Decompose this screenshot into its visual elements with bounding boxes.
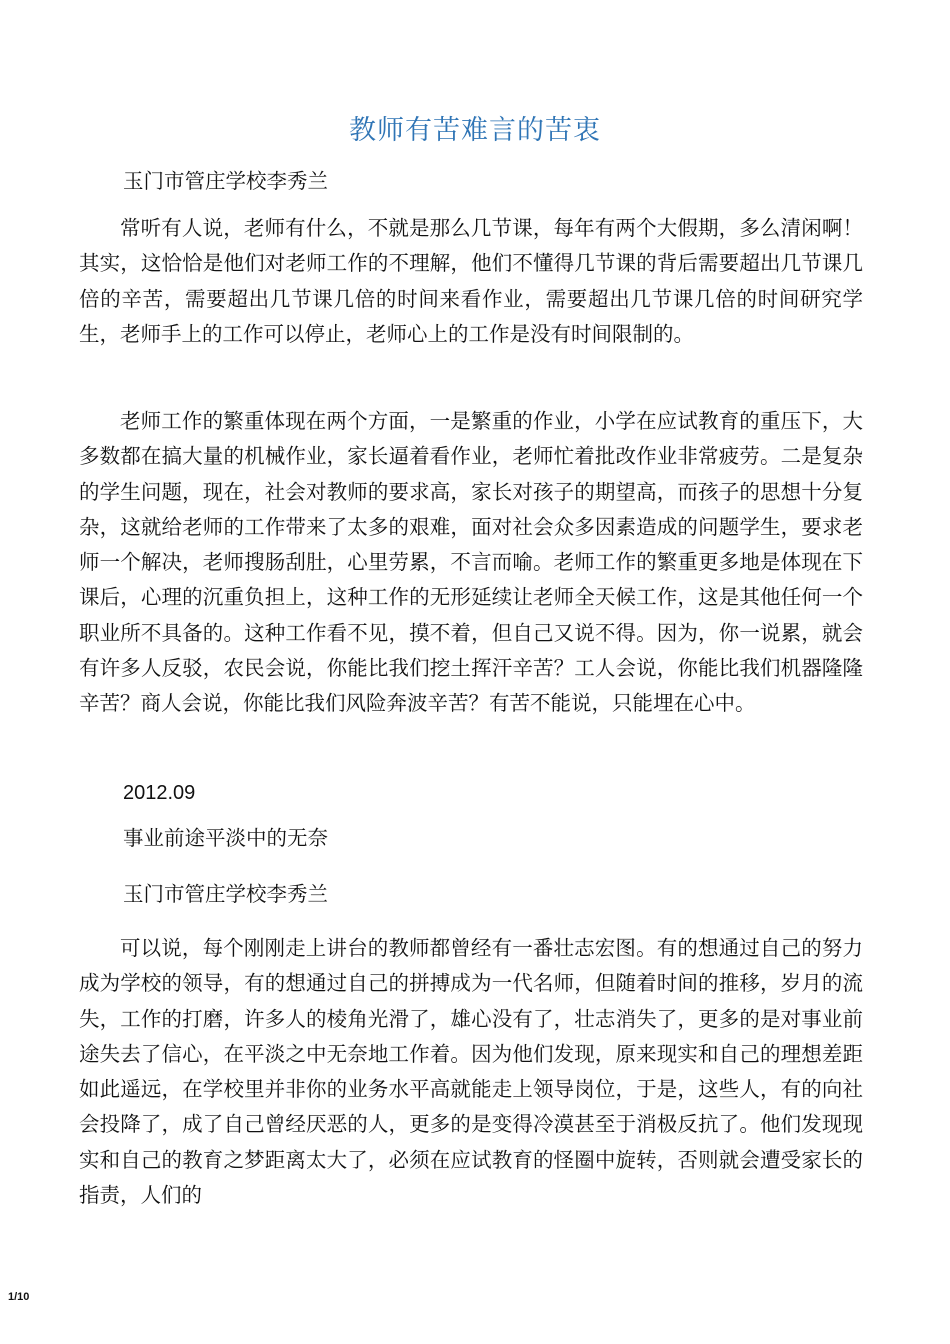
document-title: 教师有苦难言的苦衷 <box>349 115 601 146</box>
paragraph: 常听有人说，老师有什么，不就是那么几节课，每年有两个大假期，多么清闲啊！其实，这恰恰是他们对老师工作的不理解，他们不懂得几节课的背后需要超出几节课几倍的辛苦，需要超出几节课几倍的时间来看作业，需要超出几节课几倍的时间研究学生，老师手上的工作可以停止，老师心上的工作是没有时间限制的。 <box>79 216 863 346</box>
author-line: 玉门市管庄学校李秀兰 <box>123 169 328 193</box>
date-line: 2012.09 <box>123 782 196 804</box>
page-number: 1/10 <box>8 1291 30 1303</box>
author-line: 玉门市管庄学校李秀兰 <box>123 882 328 906</box>
paragraph: 老师工作的繁重体现在两个方面，一是繁重的作业，小学在应试教育的重压下，大多数都在搞大量的机械作业，家长逼着看作业，老师忙着批改作业非常疲劳。二是复杂的学生问题，现在，社会对教师的要求高，家长对孩子的期望高，而孩子的思想十分复杂，这就给老师的工作带来了太多的艰难，面对社会众多因素造成的问题学生，要求老师一个解决，老师搜肠刮肚，心里劳累，不言而喻。老师工作的繁重更多地是体现在下课后，心理的沉重负担上，这种工作的无形延续让老师全天候工作，这是其他任何一个职业所不具备的。这种工作看不见，摸不着，但自己又说不得。因为，你一说累，就会有许多人反驳，农民会说，你能比我们挖土挥汗辛苦？工人会说，你能比我们机器隆隆辛苦？商人会说，你能比我们风险奔波辛苦？有苦不能说，只能埋在心中。 <box>79 409 863 716</box>
paragraph: 可以说，每个刚刚走上讲台的教师都曾经有一番壮志宏图。有的想通过自己的努力成为学校的领导，有的想通过自己的拼搏成为一代名师，但随着时间的推移，岁月的流失，工作的打磨，许多人的棱角光滑了，雄心没有了，壮志消失了，更多的是对事业前途失去了信心，在平淡之中无奈地工作着。因为他们发现，原来现实和自己的理想差距如此遥远，在学校里并非你的业务水平高就能走上领导岗位，于是，这些人，有的向社会投降了，成了自己曾经厌恶的人，更多的是变得冷漠甚至于消极反抗了。他们发现现实和自己的教育之梦距离太大了，必须在应试教育的怪圈中旋转，否则就会遭受家长的指责，人们的 <box>79 936 863 1208</box>
section-heading: 事业前途平淡中的无奈 <box>123 826 328 850</box>
